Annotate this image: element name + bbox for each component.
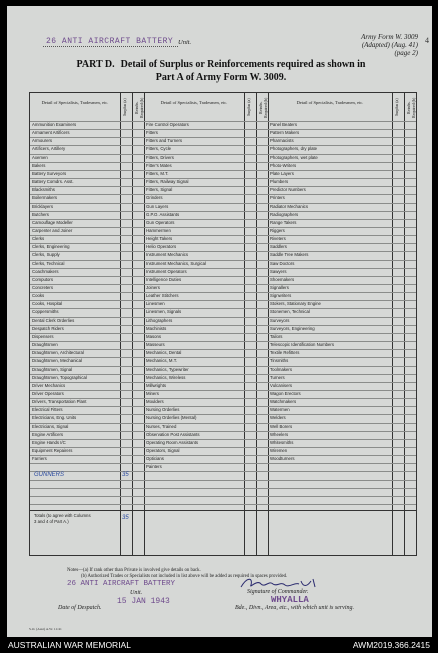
specialist-entry: Turners (270, 374, 285, 380)
handwritten-trade: GUNNERS (34, 472, 65, 479)
specialist-entry: Saddlers (270, 244, 287, 250)
table-row-line (30, 504, 416, 505)
specialist-entry: Photo-Writers (270, 162, 297, 168)
specialist-entry: Watermen (270, 407, 290, 413)
header-reinforcements: Reinfts. Required (b) (258, 97, 268, 118)
specialist-entry: Watchmakers (270, 399, 297, 405)
specialist-entry: Lithographers (146, 317, 173, 323)
header-surplus: Surplus (a) (122, 98, 127, 117)
specialist-entry: Dispensers (32, 333, 54, 339)
header-specialists: Detail of Specialists, Tradesmen, etc. (296, 100, 364, 105)
specialist-entry: Driver Operators (32, 390, 64, 396)
specialist-entry: Draughtsmen, Signal (32, 366, 73, 372)
specialist-entry: Cooks (32, 293, 45, 299)
unit-stamp-bottom: 26 ANTI AIRCRAFT BATTERY (67, 580, 176, 588)
specialist-entry: Armourers (32, 138, 53, 144)
specialist-entry: Whitesmiths (270, 439, 294, 445)
specialist-entry: Saw Doctors (270, 260, 295, 266)
specialist-entry: Clerks, Technical (32, 260, 65, 266)
header-reinforcements: Reinfts. Required (b) (134, 97, 144, 118)
specialist-entry: Gun Operators (146, 219, 175, 225)
header-surplus: Surplus (a) (394, 98, 399, 117)
specialist-entry: Farriers (32, 456, 47, 462)
specialist-entry: Pattern Makers (270, 130, 300, 136)
location-label: Bde., Divn., Area, etc., with which unit is serving. (235, 605, 354, 611)
form-reference (361, 33, 418, 57)
unit-label: Unit. (178, 39, 192, 46)
specialist-entry: Nursing Orderlies (Mental) (146, 415, 197, 421)
specialist-entry: Plumbers (270, 179, 289, 185)
specialist-entry: Masons (146, 333, 162, 339)
specialist-entry: Instrument Mechanics (146, 252, 189, 258)
specialist-entry: Helio Operators (146, 244, 177, 250)
handwritten-surplus: 35 (122, 472, 129, 479)
specialist-entry: Butchers (32, 211, 49, 217)
specialist-entry: Cooks, Hospital (32, 301, 63, 307)
title-line-1: Detail of Surplus or Reinforcements required as shown in (120, 59, 366, 70)
specialist-entry: Observation Post Assistants (146, 431, 200, 437)
specialist-entry: Draughtsmen, Mechanical (32, 358, 82, 364)
specialist-entry: Fitters, Railway Signal (146, 179, 189, 185)
table-header (30, 93, 416, 122)
corner-mark: 4 (425, 36, 429, 45)
header-reinforcements: Reinfts. Required (b) (406, 97, 416, 118)
specialist-entry: Carpenter and Joiner (32, 227, 73, 233)
caption-left: AUSTRALIAN WAR MEMORIAL (8, 640, 131, 650)
specialist-entry: Draughtsmen, Architectural (32, 350, 84, 356)
specialist-entry: Telescopic Identification Numbers (270, 342, 335, 348)
totals-label (34, 513, 119, 527)
note-a: Notes—(a) If rank other than Private is involved give details on back. (67, 568, 201, 573)
specialist-entry: Opticians (146, 456, 164, 462)
specialist-entry: Clerks (32, 236, 45, 242)
specialist-entry: Battery Surveyors (32, 170, 67, 176)
unit-stamp: 26 ANTI AIRCRAFT BATTERY (46, 37, 174, 46)
form-ref-line-1: Army Form W. 3009 (361, 33, 418, 41)
specialist-entry: Wagon Erectors (270, 390, 301, 396)
specialist-entry: Fitters, M.T. (146, 170, 169, 176)
specialist-entry: Engine Hands I/C (32, 439, 66, 445)
specialist-entry: Axemen (32, 154, 48, 160)
specialist-entry: Photographers, dry plate (270, 146, 318, 152)
specialist-entry: Fitters, Signal (146, 187, 173, 193)
specialist-entry: Instrument Operators (146, 268, 187, 274)
title-line-2: Part A of Army Form W. 3009. (155, 72, 287, 83)
specialist-entry: Mechanics, Typewriter (146, 366, 189, 372)
specialist-entry: Shoemakers (270, 276, 295, 282)
specialist-entry: Clerks, Supply (32, 252, 60, 258)
specialist-entry: Coppersmiths (32, 309, 59, 315)
specialist-entry: Operating Room Assistants (146, 439, 199, 445)
specialist-entry: Bricklayers (32, 203, 54, 209)
specialist-entry: Wheelers (270, 431, 289, 437)
specialist-entry: Camouflage Modeller (32, 219, 73, 225)
totals-surplus-value: 35 (122, 515, 129, 522)
specialist-entry: Intelligence Duties (146, 276, 182, 282)
specialist-entry: Printers (270, 195, 285, 201)
specialist-entry: Sawyers (270, 268, 287, 274)
specialist-entry: Fitters, Cycle (146, 146, 172, 152)
totals-label-line-1: Totals (to agree with Columns (34, 513, 91, 519)
specialist-entry: Vulcanisers (270, 382, 293, 388)
specialist-entry: Plate Layers (270, 170, 294, 176)
specialist-entry: Grinders (146, 195, 163, 201)
specialist-entry: Drivers, Transportation Plant (32, 399, 87, 405)
specialist-entry: Electricians, Eng. Units (32, 415, 77, 421)
specialist-entry: Fitter's Mates (146, 162, 172, 168)
specialist-entry: Blacksmiths (32, 187, 55, 193)
specialist-entry: G.P.O. Assistants (146, 211, 180, 217)
printer-note: S.O. (Aust) A.W. 11/41 (29, 627, 62, 631)
specialist-entry: Woodturners (270, 456, 295, 462)
specialist-entry: Coachmakers (32, 268, 59, 274)
specialist-entry: Range Takers (270, 219, 297, 225)
specialist-entry: Bakers (32, 162, 46, 168)
specialist-entry: Instrument Mechanics, Surgical (146, 260, 206, 266)
specialist-entry: Painters (146, 464, 162, 470)
specialist-entry: Boilermakers (32, 195, 58, 201)
specialist-entry: Clerks, Engineering (32, 244, 70, 250)
specialist-entry: Linesmen (146, 301, 165, 307)
specialist-entry: Leather Stitchers (146, 293, 179, 299)
specialist-entry: Artificers, Artillery (32, 146, 66, 152)
specialist-entry: Operators, Signal (146, 448, 180, 453)
specialist-entry: Miners (146, 390, 159, 396)
specialist-entry: Draughtsmen, Topographical (32, 374, 87, 380)
specialist-entry: Dental Clerk Orderlies (32, 317, 75, 323)
specialist-entry: Fitters, Drivers (146, 154, 174, 160)
specialist-entry: Armament Artificers (32, 130, 70, 136)
totals-label-line-2: 3 and 4 of Part A.) (34, 519, 69, 525)
header-specialists: Detail of Specialists, Tradesmen, etc. (41, 100, 109, 105)
specialist-entry: Fire Control Operators (146, 122, 189, 127)
page-title (21, 58, 421, 84)
specialist-entry: Stonemen, Technical (270, 309, 310, 315)
specialist-entry: Driver Mechanics (32, 382, 66, 388)
specialist-entry: Fitters (146, 130, 158, 136)
header-surplus: Surplus (a) (246, 98, 251, 117)
specialist-entry: Computors (32, 276, 54, 282)
specialist-entry: Photographers, wet plate (270, 154, 318, 160)
location-stamp: WHYALLA (271, 595, 309, 605)
specialist-entry: Height Takers (146, 236, 173, 242)
specialist-entry: Signallers (270, 285, 289, 290)
unit-line (43, 46, 178, 47)
specialist-entry: Pharmacists (270, 138, 294, 144)
specialist-entry: Draughtsmen (32, 342, 58, 348)
specialist-entry: Panel Beaters (270, 122, 297, 127)
specialist-entry: Surveyors, Engineering (270, 325, 315, 331)
specialist-entry: Fitters and Turners (146, 138, 183, 144)
form-ref-line-3: (page 2) (394, 49, 418, 57)
specialist-entry: Engine Artificers (32, 431, 64, 437)
commander-signature-label: Signature of Commander. (247, 589, 309, 595)
specialist-entry: Nursing Orderlies (146, 407, 180, 413)
despatch-date-label: Date of Despatch. (58, 605, 102, 611)
specialist-entry: Mechanics, M.T. (146, 358, 178, 364)
specialist-entry: Ammunition Examiners (32, 122, 77, 127)
specialist-entry: Electricians, Signal (32, 423, 69, 429)
part-label: PART D. (76, 59, 115, 70)
specialist-entry: Saddle Tree Makers (270, 252, 309, 258)
table-row-line (30, 488, 416, 489)
specialist-entry: Mechanics, Wireless (146, 374, 186, 380)
totals-line (30, 510, 416, 511)
specialist-entry: Radiator Mechanics (270, 203, 308, 209)
specialist-entry: Welders (270, 415, 286, 421)
table-row-line (30, 496, 416, 497)
specialist-entry: Electrical Fitters (32, 407, 63, 413)
specialist-entry: Stokers, Stationary Engine (270, 301, 321, 307)
table-row-line (30, 480, 416, 481)
specialist-entry: Textile Refitters (270, 350, 300, 356)
table-row-line (30, 471, 416, 472)
caption-right: AWM2019.366.2415 (352, 640, 430, 650)
specialist-entry: Moulders (146, 399, 164, 405)
specialist-entry: Predictor Numbers (270, 187, 306, 193)
specialist-entry: Mechanics, Dental (146, 350, 182, 356)
specialist-entry: Joiners (146, 285, 160, 290)
specialist-entry: Surveyors (270, 317, 290, 323)
specialist-entry: Battery Comdrs. Asst. (32, 179, 74, 185)
specialist-entry: Riggers (270, 227, 285, 233)
specialist-entry: Equipment Repairers (32, 448, 73, 453)
specialist-entry: Despatch Riders (32, 325, 64, 331)
note-b: (b) Authorized Trades or Specialists not included in list above will be added as required in spaces provided. (81, 574, 288, 579)
specialist-entry: Masseurs (146, 342, 165, 348)
despatch-date-stamp: 15 JAN 1943 (117, 597, 170, 606)
header-specialists: Detail of Specialists, Tradesmen, etc. (160, 100, 228, 105)
archive-caption (0, 638, 438, 653)
specialist-entry: Concreters (32, 285, 54, 290)
specialist-entry: Tinsmiths (270, 358, 289, 364)
specialist-entry: Nurses, Trained (146, 423, 177, 429)
specialist-entry: Well Borers (270, 423, 293, 429)
specialist-entry: Gun Layers (146, 203, 169, 209)
specialist-entry: Linesmen, Signals (146, 309, 182, 315)
specialists-table (29, 92, 417, 556)
specialist-entry: Wiremen (270, 448, 288, 453)
specialist-entry: Signwriters (270, 293, 292, 299)
specialist-entry: Riveters (270, 236, 286, 242)
unit-label-bottom: Unit. (130, 590, 143, 596)
form-ref-line-2: (Adapted) (Aug. 41) (361, 41, 418, 49)
specialist-entry: Millwrights (146, 382, 167, 388)
specialist-entry: Tailors (270, 333, 283, 339)
specialist-entry: Machinists (146, 325, 167, 331)
specialist-entry: Hammermen (146, 227, 171, 233)
specialist-entry: Radiographers (270, 211, 299, 217)
form-page (7, 6, 432, 637)
specialist-entry: Toolmakers (270, 366, 292, 372)
